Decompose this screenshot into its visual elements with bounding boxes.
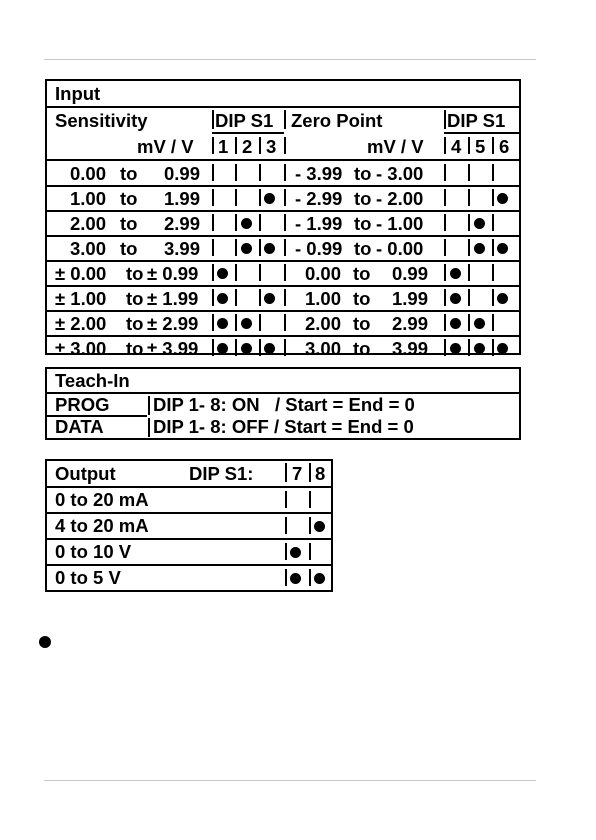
switch-on-dot-icon [474,218,485,229]
sensitivity-from: ± 0.00 [55,263,107,284]
switch-number-5: 5 [475,136,486,157]
dip-heading-left: DIP S1 [215,110,274,131]
sensitivity-to: ± 2.99 [147,313,199,334]
sensitivity-from: 3.00 [70,238,107,259]
sensitivity-to: ± 1.99 [147,288,199,309]
unit-right: mV / V [367,136,424,157]
dip-heading-right: DIP S1 [447,110,506,131]
switch-number-6: 6 [499,136,510,157]
switch-on-dot-icon [497,343,508,354]
input-table [45,79,521,359]
switch-on-dot-icon [497,293,508,304]
sensitivity-to-word: to [126,313,144,334]
switch-on-dot-icon [314,573,325,584]
switch-on-dot-icon [290,573,301,584]
zero-point-to: 0.99 [392,263,429,284]
switch-on-dot-icon [450,293,461,304]
switch-on-dot-icon [474,343,485,354]
switch-on-dot-icon [450,343,461,354]
zero-point-to-word: to [354,188,372,209]
zero-point-to: 1.99 [392,288,429,309]
switch-on-dot-icon [497,243,508,254]
zero-point-to-word: to [354,163,372,184]
zero-point-from: 3.00 [305,338,342,359]
sensitivity-to: 3.99 [164,238,201,259]
sensitivity-to: ± 3.99 [147,338,199,359]
input-unit-row [47,134,519,159]
zero-point-to: - 2.00 [376,188,424,209]
zero-point-from: - 3.99 [295,163,343,184]
input-row [47,286,519,311]
zero-point-to: 2.99 [392,313,429,334]
sensitivity-to-word: to [120,163,138,184]
switch-on-dot-icon [241,218,252,229]
output-row [47,488,331,512]
zero-point-to: - 0.00 [376,238,424,259]
bottom-rule [44,780,536,781]
sensitivity-to-word: to [126,288,144,309]
sensitivity-to: 0.99 [164,163,201,184]
switch-on-dot-icon [217,343,228,354]
switch-on-dot-icon [264,343,275,354]
teach-in-table [45,367,521,440]
sensitivity-heading: Sensitivity [55,110,148,131]
switch-on-dot-icon [217,268,228,279]
switch-number-3: 3 [266,136,277,157]
sensitivity-from: 1.00 [70,188,107,209]
output-range-label: 0 to 10 V [55,541,132,562]
teach-in-title-row [47,369,519,392]
teach-in-setting: DIP 1- 8: ON / Start = End = 0 [153,394,415,415]
switch-on-dot-icon [241,318,252,329]
zero-point-from: 1.00 [305,288,342,309]
switch-on-dot-icon [474,243,485,254]
switch-on-dot-icon [264,293,275,304]
sensitivity-to-word: to [120,213,138,234]
output-table [45,459,333,592]
sensitivity-to-word: to [120,188,138,209]
input-title-row [47,81,519,106]
zero-point-to-word: to [353,263,371,284]
zero-point-to-word: to [353,313,371,334]
input-row [47,261,519,286]
switch-number-8: 8 [315,463,326,484]
output-title: Output [55,463,116,484]
zero-point-from: - 0.99 [295,238,343,259]
zero-point-to-word: to [353,288,371,309]
sensitivity-to-word: to [126,338,144,359]
sensitivity-from: 2.00 [70,213,107,234]
switch-on-dot-icon [474,318,485,329]
zero-point-to-word: to [354,238,372,259]
switch-number-1: 1 [218,136,229,157]
teach-in-mode: PROG [55,394,110,415]
unit-left: mV / V [137,136,194,157]
input-row [47,161,519,186]
output-header-row [47,461,331,486]
input-row [47,311,519,336]
input-header-row [47,108,519,133]
input-row [47,336,519,361]
zero-point-to-word: to [353,338,371,359]
zero-point-to: - 1.00 [376,213,424,234]
output-range-label: 0 to 5 V [55,567,121,588]
output-row [47,566,331,590]
switch-on-dot-icon [241,243,252,254]
teach-in-row [47,416,519,438]
switch-number-2: 2 [242,136,253,157]
switch-on-dot-icon [290,547,301,558]
switch-number-7: 7 [292,463,303,484]
top-rule [44,59,536,60]
zero-point-heading: Zero Point [291,110,383,131]
output-row [47,540,331,564]
switch-on-dot-icon [39,636,51,648]
teach-in-mode: DATA [55,416,104,437]
input-row [47,236,519,261]
zero-point-from: 0.00 [305,263,342,284]
output-range-label: 4 to 20 mA [55,515,149,536]
output-range-label: 0 to 20 mA [55,489,149,510]
switch-on-dot-icon [217,293,228,304]
input-row [47,186,519,211]
switch-on-dot-icon [450,268,461,279]
sensitivity-from: ± 3.00 [55,338,107,359]
sensitivity-from: ± 1.00 [55,288,107,309]
sensitivity-to: 1.99 [164,188,201,209]
zero-point-from: - 1.99 [295,213,343,234]
switch-on-dot-icon [241,343,252,354]
sensitivity-to-word: to [120,238,138,259]
switch-on-dot-icon [314,521,325,532]
sensitivity-from: ± 2.00 [55,313,107,334]
switch-on-dot-icon [217,318,228,329]
switch-number-4: 4 [451,136,462,157]
input-title: Input [55,83,101,104]
switch-on-dot-icon [497,193,508,204]
sensitivity-to: ± 0.99 [147,263,199,284]
zero-point-to-word: to [354,213,372,234]
sensitivity-to-word: to [126,263,144,284]
teach-in-title: Teach-In [55,370,130,391]
sensitivity-to: 2.99 [164,213,201,234]
output-dip-label: DIP S1: [189,463,254,484]
zero-point-from: 2.00 [305,313,342,334]
zero-point-to: - 3.00 [376,163,424,184]
sensitivity-from: 0.00 [70,163,107,184]
output-row [47,514,331,538]
zero-point-from: - 2.99 [295,188,343,209]
input-row [47,211,519,236]
zero-point-to: 3.99 [392,338,429,359]
teach-in-setting: DIP 1- 8: OFF / Start = End = 0 [153,416,414,437]
switch-on-dot-icon [264,243,275,254]
teach-in-row [47,394,519,416]
switch-on-dot-icon [450,318,461,329]
switch-on-dot-icon [264,193,275,204]
